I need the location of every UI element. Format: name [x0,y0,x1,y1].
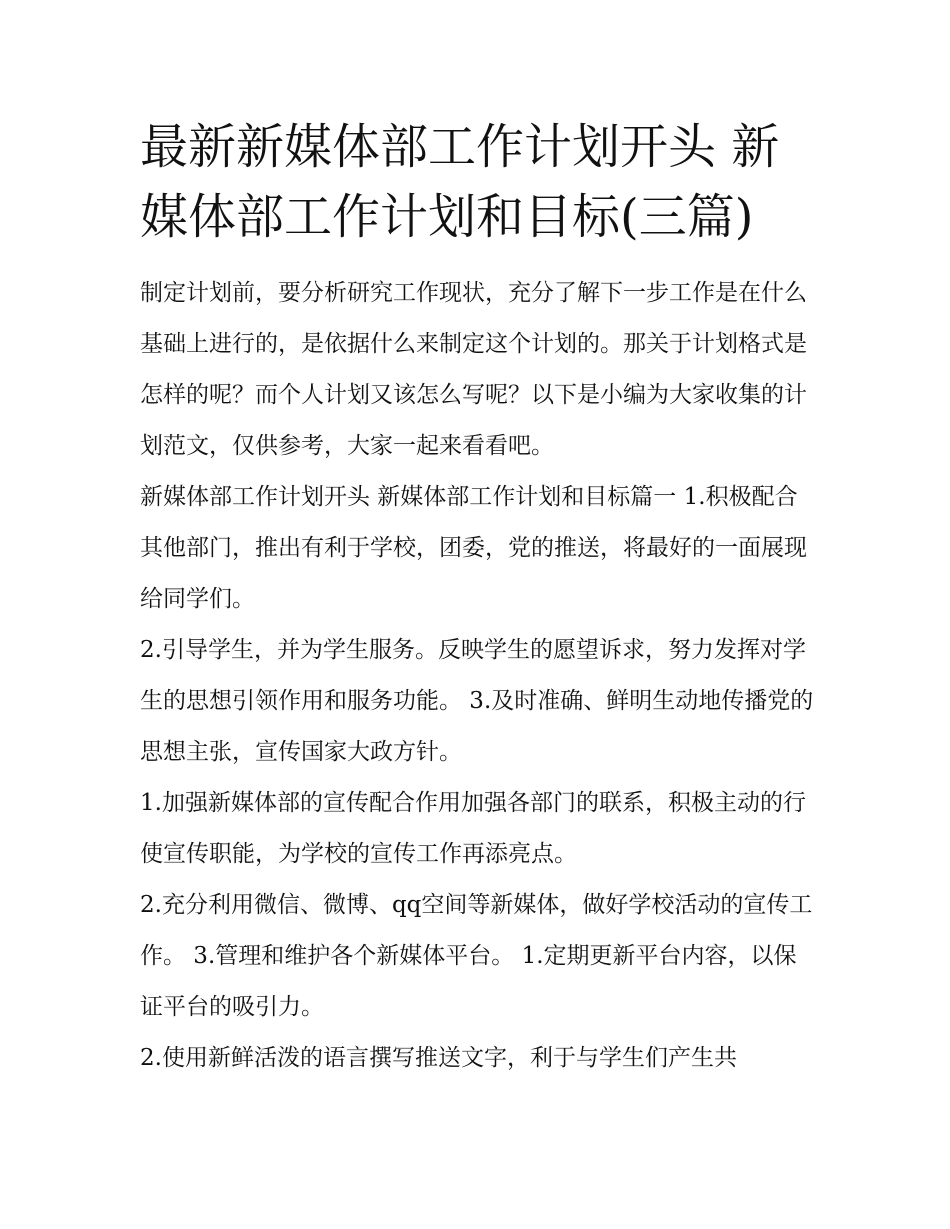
paragraph-intro: 制定计划前，要分析研究工作现状，充分了解下一步工作是在什么基础上进行的，是依据什么来制定这个计划的。那关于计划格式是怎样的呢？而个人计划又该怎么写呢？以下是小编为大家收集的计划范文，仅供参考，大家一起来看看吧。 [140,280,807,459]
paragraph-strengthen-cooperation: 1.加强新媒体部的宣传配合作用加强各部门的联系，积极主动的行使宣传职能，为学校的宣传工作再添亮点。 [140,790,806,867]
document-page [140,112,815,1084]
document-title: 最新新媒体部工作计划开头 新媒体部工作计划和目标(三篇) [140,119,780,245]
paragraph-section-one: 新媒体部工作计划开头 新媒体部工作计划和目标篇一 1.积极配合其他部门，推出有利于学校，团委，党的推送，将最好的一面展现给同学们。 [140,484,807,612]
paragraph-fresh-language: 2.使用新鲜活泼的语言撰写推送文字，利于与学生们产生共 [140,1045,737,1071]
paragraph-guide-students: 2.引导学生，并为学生服务。反映学生的愿望诉求，努力发挥对学生的思想引领作用和服务功能。 3.及时准确、鲜明生动地传播党的思想主张，宣传国家大政方针。 [140,637,814,765]
paragraph-use-new-media: 2.充分利用微信、微博、qq空间等新媒体，做好学校活动的宣传工作。 3.管理和维护各个新媒体平台。 1.定期更新平台内容，以保证平台的吸引力。 [140,892,813,1020]
